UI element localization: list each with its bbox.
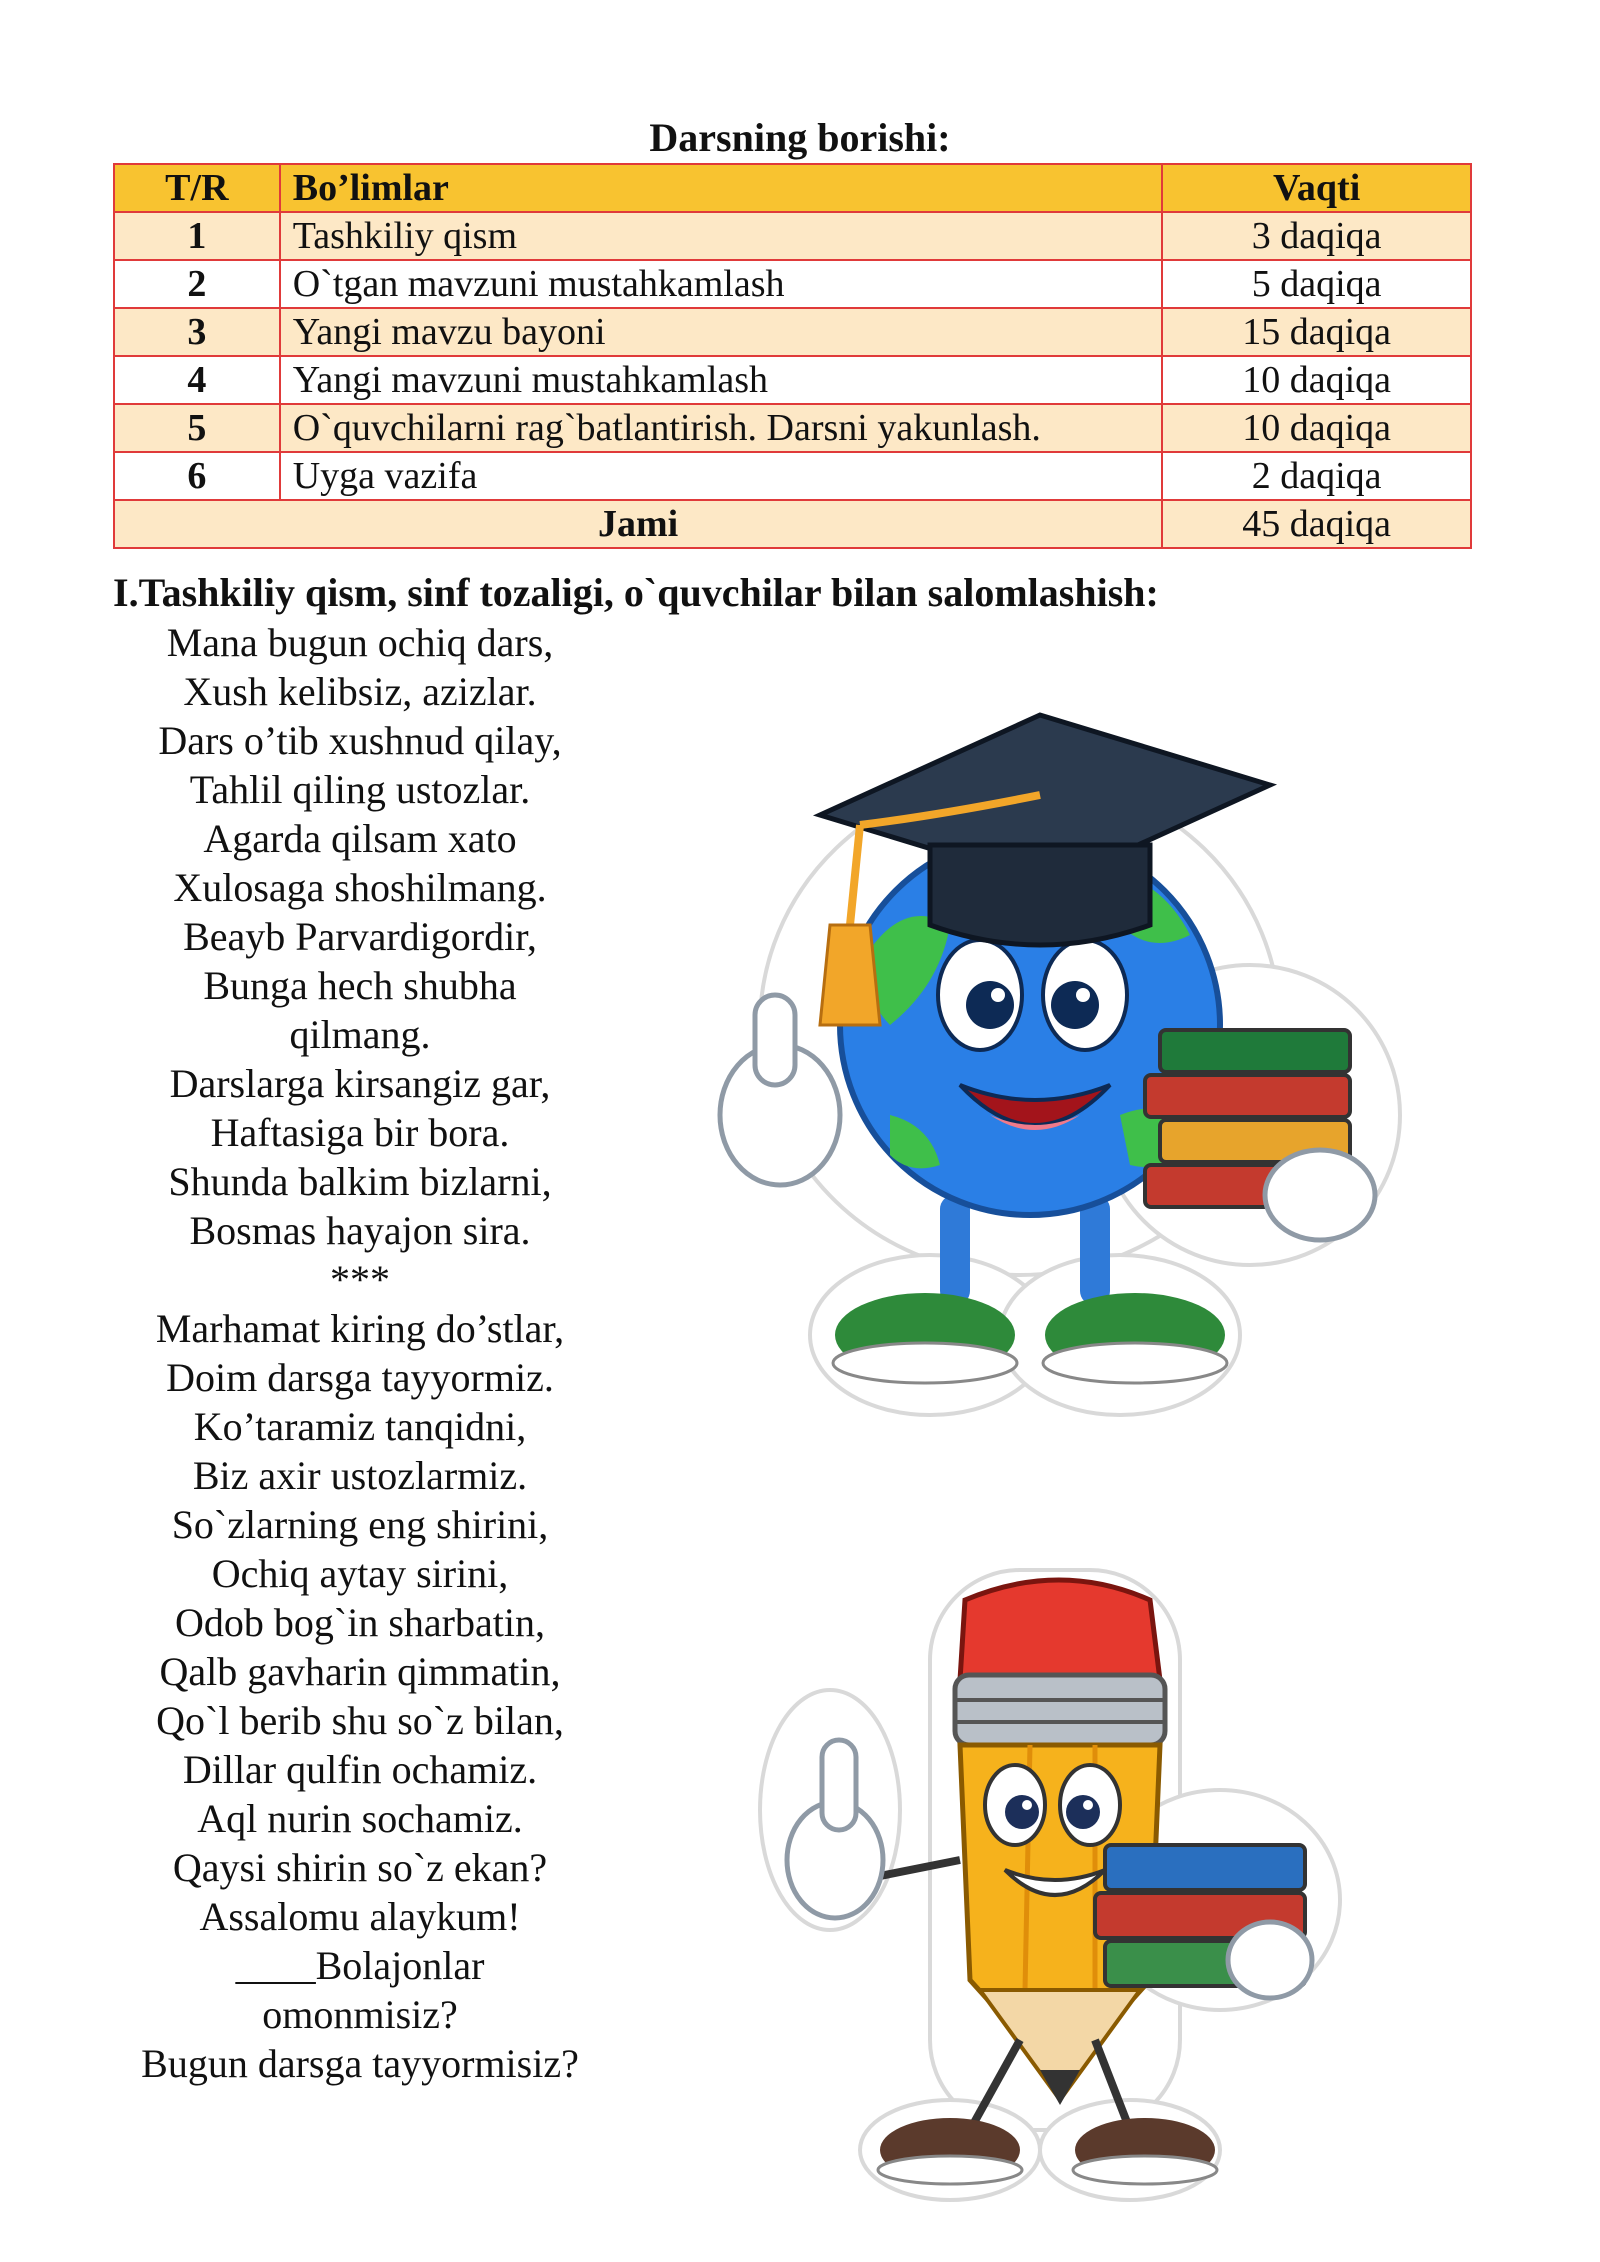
poem-line: Qalb gavharin qimmatin, — [159, 1649, 561, 1694]
poem-line: Aql nurin sochamiz. — [197, 1796, 523, 1841]
row-time: 5 daqiqa — [1162, 260, 1471, 308]
row-time: 2 daqiqa — [1162, 452, 1471, 500]
poem-line: Ko’taramiz tanqidni, — [193, 1404, 527, 1449]
table-total-row — [114, 500, 1471, 548]
total-time: 45 daqiqa — [1162, 500, 1471, 548]
column-header-number: T/R — [114, 164, 280, 212]
poem-separator: *** — [330, 1257, 390, 1302]
row-section: Yangi mavzu bayoni — [280, 308, 1163, 356]
table-heading: Darsning borishi: — [649, 115, 951, 160]
table-row — [114, 308, 1471, 356]
row-section: O`tgan mavzuni mustahkamlash — [280, 260, 1163, 308]
poem — [100, 618, 620, 2088]
poem-line: So`zlarning eng shirini, — [171, 1502, 549, 1547]
poem-line: Doim darsga tayyormiz. — [166, 1355, 554, 1400]
poem-line: Bugun darsga tayyormisiz? — [141, 2041, 579, 2086]
poem-line: Shunda balkim bizlarni, — [168, 1159, 552, 1204]
table-row — [114, 356, 1471, 404]
row-number: 1 — [114, 212, 280, 260]
poem-line: Dillar qulfin ochamiz. — [182, 1747, 538, 1792]
table-header-row — [114, 164, 1471, 212]
row-time: 10 daqiqa — [1162, 356, 1471, 404]
poem-line: Xulosaga shoshilmang. — [173, 865, 547, 910]
poem-line: Mana bugun ochiq dars, — [166, 620, 554, 665]
row-time: 3 daqiqa — [1162, 212, 1471, 260]
poem-line: Qo`l berib shu so`z bilan, — [156, 1698, 564, 1743]
poem-line: Odob bog`in sharbatin, — [175, 1600, 545, 1645]
table-row — [114, 212, 1471, 260]
poem-line: Bunga hech shubha — [203, 963, 517, 1008]
lesson-plan-table — [113, 163, 1472, 549]
column-header-time: Vaqti — [1162, 164, 1471, 212]
row-section: Yangi mavzuni mustahkamlash — [280, 356, 1163, 404]
row-section: Tashkiliy qism — [280, 212, 1163, 260]
poem-line: Haftasiga bir bora. — [210, 1110, 510, 1155]
poem-line: Bosmas hayajon sira. — [189, 1208, 531, 1253]
total-label: Jami — [114, 500, 1162, 548]
table-row — [114, 404, 1471, 452]
table-row — [114, 452, 1471, 500]
poem-line: Xush kelibsiz, azizlar. — [183, 669, 537, 714]
row-time: 15 daqiqa — [1162, 308, 1471, 356]
poem-line: Biz axir ustozlarmiz. — [192, 1453, 528, 1498]
row-number: 2 — [114, 260, 280, 308]
poem-line: Tahlil qiling ustozlar. — [189, 767, 531, 812]
row-number: 3 — [114, 308, 280, 356]
poem-line: Ochiq aytay sirini, — [211, 1551, 509, 1596]
poem-line: Agarda qilsam xato — [203, 816, 517, 861]
poem-line: omonmisiz? — [262, 1992, 458, 2037]
poem-line: qilmang. — [289, 1012, 431, 1057]
row-number: 6 — [114, 452, 280, 500]
poem-line: Beayb Parvardigordir, — [183, 914, 537, 959]
column-header-sections: Bo’limlar — [280, 164, 1163, 212]
poem-line: Qaysi shirin so`z ekan? — [172, 1845, 548, 1890]
poem-line: ____Bolajonlar — [235, 1943, 485, 1988]
table-row — [114, 260, 1471, 308]
row-time: 10 daqiqa — [1162, 404, 1471, 452]
graduate-globe-mascot-icon — [690, 695, 1430, 1435]
pencil-mascot-icon — [750, 1560, 1350, 2210]
poem-line: Darslarga kirsangiz gar, — [169, 1061, 551, 1106]
row-section: Uyga vazifa — [280, 452, 1163, 500]
poem-line: Dars o’tib xushnud qilay, — [158, 718, 562, 763]
row-number: 5 — [114, 404, 280, 452]
section-title: I.Tashkiliy qism, sinf tozaligi, o`quvchilar bilan salomlashish: — [113, 570, 1159, 615]
poem-line: Marhamat kiring do’stlar, — [155, 1306, 565, 1351]
poem-line: Assalomu alaykum! — [199, 1894, 521, 1939]
row-number: 4 — [114, 356, 280, 404]
row-section: O`quvchilarni rag`batlantirish. Darsni yakunlash. — [280, 404, 1163, 452]
